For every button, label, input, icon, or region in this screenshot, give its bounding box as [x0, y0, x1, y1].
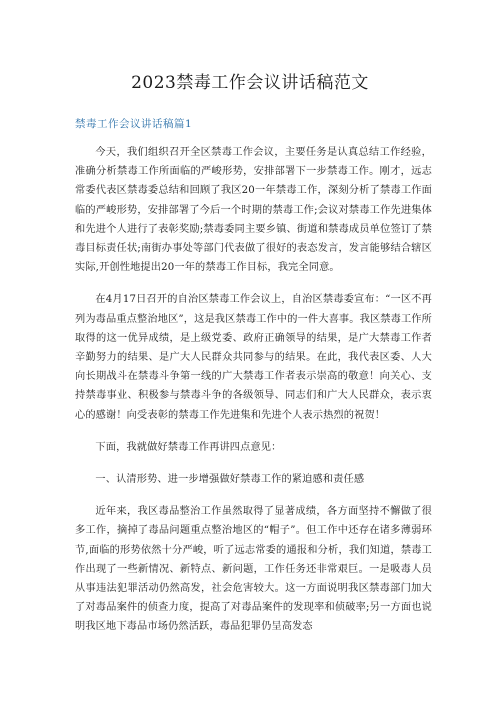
document-body: [75, 143, 432, 650]
section-subtitle: 禁毒工作会议讲话稿篇1: [75, 118, 193, 130]
document-title: 2023禁毒工作会议讲话稿范文: [131, 73, 369, 93]
paragraph-meeting: 在4月17日召开的自治区禁毒工作会议上，自治区禁毒委宣布：“一区不再列为毒品重点整治地区”，这是我区禁毒工作中的一件大喜事。我区禁毒工作所取得的这一优异成绩，是上级党委、政府正确领导的结果，是广大禁毒工作者辛勤努力的结果、是广大人民群众共同参与的结果。在此，我代表区委、人大向长期战斗在禁毒斗争第一线的广大禁毒工作者表示崇高的敬意！向关心、支持禁毒事业、积极参与禁毒斗争的各级领导、同志们和广大人民群众，表示衷心的感谢！向受表彰的禁毒工作先进集和先进个人表示热烈的祝贺！: [75, 294, 432, 421]
paragraph-situation: 近年来，我区毒品整治工作虽然取得了显著成绩，各方面坚持不懈做了很多工作，摘掉了毒品问题重点整治地区的“帽子”。但工作中还存在诸多薄弱环节,面临的形势依然十分严峻，听了远志常委的通报和分析，我们知道，禁毒工作出现了一些新情况、新特点、新问题，工作任务还非常艰巨。一是吸毒人员从事违法犯罪活动仍然高发，社会危害较大。这一方面说明我区禁毒部门加大了对毒品案件的侦查力度，提高了对毒品案件的发现率和侦破率;另一方面也说明我区地下毒品市场仍然活跃，毒品犯罪仍呈高发态: [75, 506, 432, 633]
section-heading-1: 一、认清形势、进一步增强做好禁毒工作的紧迫感和责任感: [95, 474, 365, 486]
paragraph-transition: 下面，我就做好禁毒工作再讲四点意见：: [95, 441, 282, 453]
paragraph-opening: 今天，我们组织召开全区禁毒工作会议，主要任务是认真总结工作经验，准确分析禁毒工作所面临的严峻形势，安排部署下一步禁毒工作。刚才，远志常委代表区禁毒委总结和回顾了我区20一年禁毒工作，深刻分析了禁毒工作面临的严峻形势，安排部署了今后一个时期的禁毒工作;会议对禁毒工作先进集体和先进个人进行了表彰奖励;禁毒委同主要乡镇、街道和禁毒成员单位签订了禁毒目标责任状;南街办事处等部门代表做了很好的表态发言，发言能够结合辖区实际,开创性地提出20一年的禁毒工作目标，我完全同意。: [75, 147, 432, 274]
